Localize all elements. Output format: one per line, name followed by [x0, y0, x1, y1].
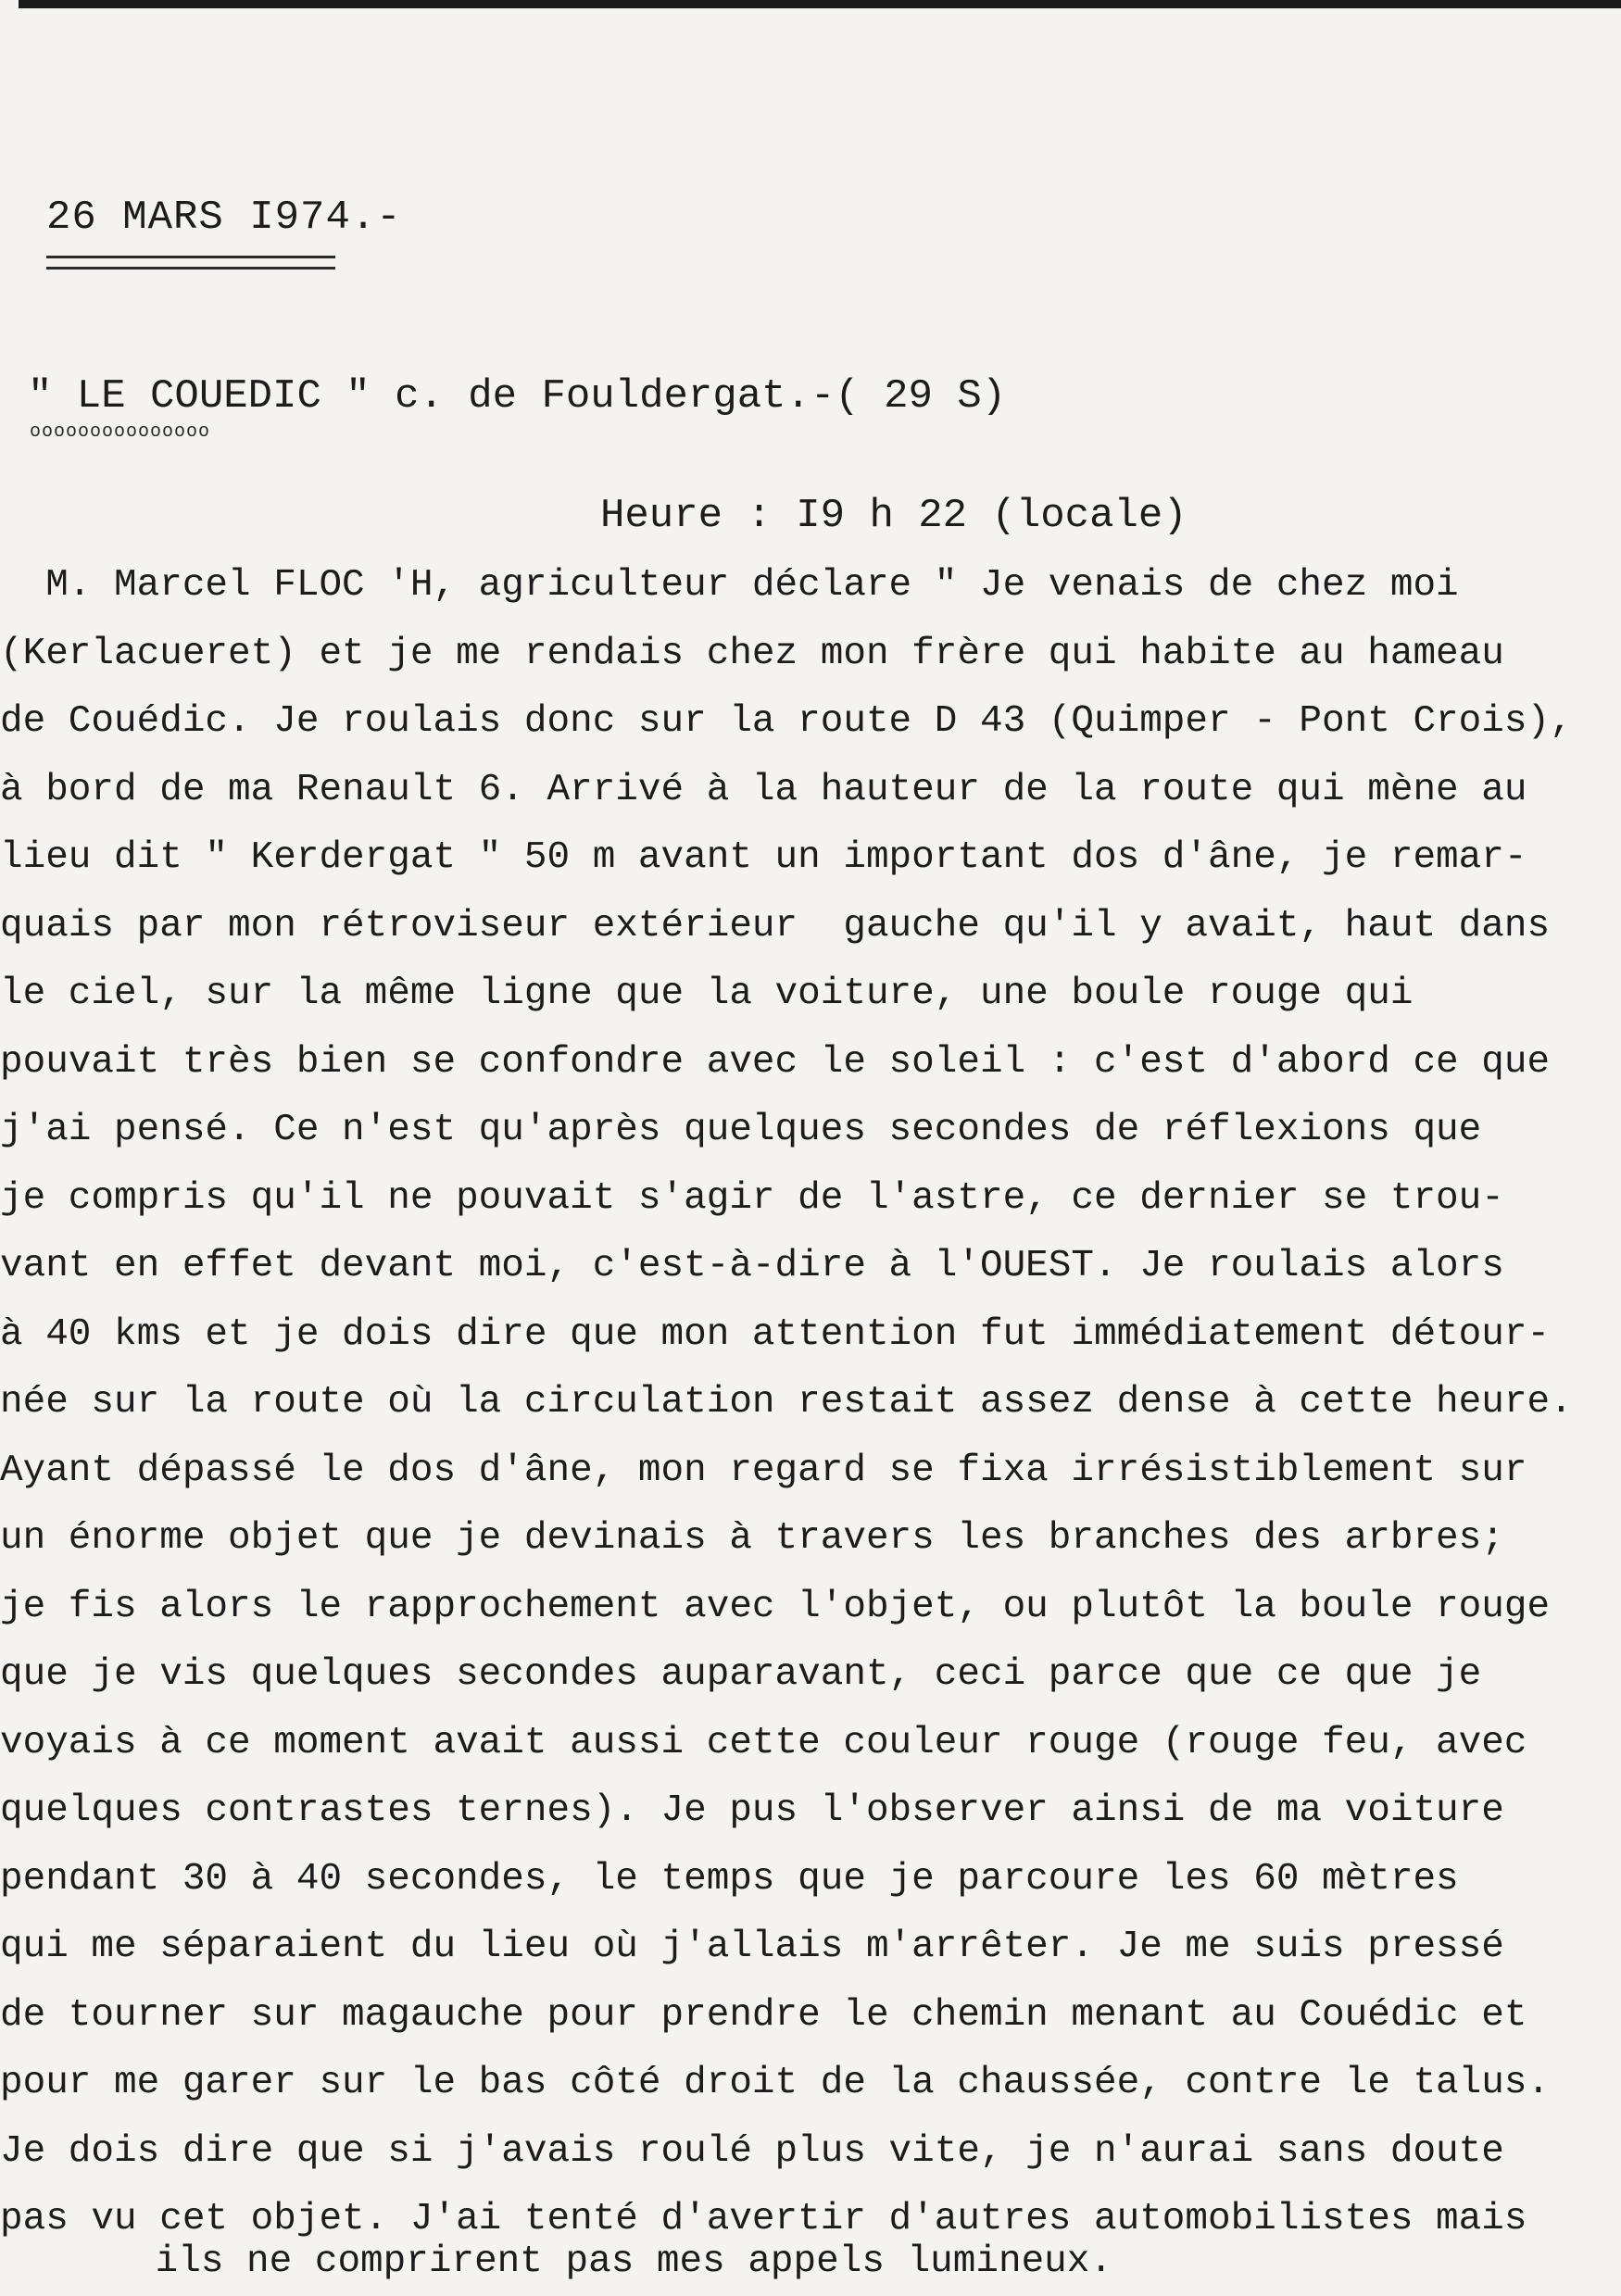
statement-line: vant en effet devant moi, c'est-à-dire à l'OUEST. Je roulais alors: [0, 1245, 1504, 1287]
statement-line: le ciel, sur la même ligne que la voiture, une boule rouge qui: [0, 972, 1414, 1015]
statement-line: à bord de ma Renault 6. Arrivé à la hauteur de la route qui mène au: [0, 768, 1527, 811]
statement-line: que je vis quelques secondes auparavant, ceci parce que ce que je: [0, 1653, 1482, 1696]
statement-line: qui me séparaient du lieu où j'allais m'arrêter. Je me suis pressé: [0, 1926, 1504, 1968]
date-underline: [46, 256, 335, 270]
statement-line: j'ai pensé. Ce n'est qu'après quelques secondes de réflexions que: [0, 1109, 1482, 1151]
statement-line: Je dois dire que si j'avais roulé plus vite, je n'aurai sans doute: [0, 2129, 1504, 2173]
statement-line: pour me garer sur le bas côté droit de la chaussée, contre le talus.: [0, 2062, 1551, 2104]
place-underline: ooooooooooooooo: [30, 421, 211, 443]
statement-line: je fis alors le rapprochement avec l'objet, ou plutôt la boule rouge: [0, 1585, 1551, 1628]
statement-line: à 40 kms et je dois dire que mon attention fut immédiatement détour-: [0, 1312, 1551, 1356]
statement-line: pendant 30 à 40 secondes, le temps que je parcoure les 60 mètres: [0, 1857, 1459, 1901]
statement-line: (Kerlacueret) et je me rendais chez mon frère qui habite au hameau: [0, 632, 1504, 675]
statement-line: ils ne comprirent pas mes appels lumineux.: [19, 2240, 1112, 2283]
statement-line: de tourner sur magauche pour prendre le chemin menant au Couédic et: [0, 1993, 1527, 2037]
statement-line: un énorme objet que je devinais à travers les branches des arbres;: [0, 1517, 1504, 1560]
statement-line: pas vu cet objet. J'ai tenté d'avertir d'autres automobilistes mais: [0, 2198, 1527, 2240]
hour-line: Heure : I9 h 22 (locale): [600, 493, 1187, 539]
statement-line: je compris qu'il ne pouvait s'agir de l'astre, ce dernier se trou-: [0, 1176, 1504, 1220]
top-border-line: [19, 0, 1621, 8]
statement-line: lieu dit " Kerdergat " 50 m avant un important dos d'âne, je remar-: [0, 836, 1527, 879]
statement-line: née sur la route où la circulation restait assez dense à cette heure.: [0, 1381, 1573, 1424]
statement-line: de Couédic. Je roulais donc sur la route D 43 (Quimper - Pont Crois),: [0, 700, 1573, 743]
statement-line: voyais à ce moment avait aussi cette couleur rouge (rouge feu, avec: [0, 1721, 1527, 1764]
statement-line: pouvait très bien se confondre avec le soleil : c'est d'abord ce que: [0, 1040, 1551, 1084]
statement-line: quelques contrastes ternes). Je pus l'observer ainsi de ma voiture: [0, 1789, 1504, 1832]
statement-line: quais par mon rétroviseur extérieur gauche qu'il y avait, haut dans: [0, 904, 1551, 947]
statement-line: M. Marcel FLOC 'H, agriculteur déclare " Je venais de chez moi: [0, 564, 1459, 607]
document-date: 26 MARS I974.-: [46, 194, 402, 241]
statement-line: Ayant dépassé le dos d'âne, mon regard se fixa irrésistiblement sur: [0, 1449, 1527, 1492]
place-heading: " LE COUEDIC " c. de Fouldergat.-( 29 S): [28, 373, 1007, 420]
